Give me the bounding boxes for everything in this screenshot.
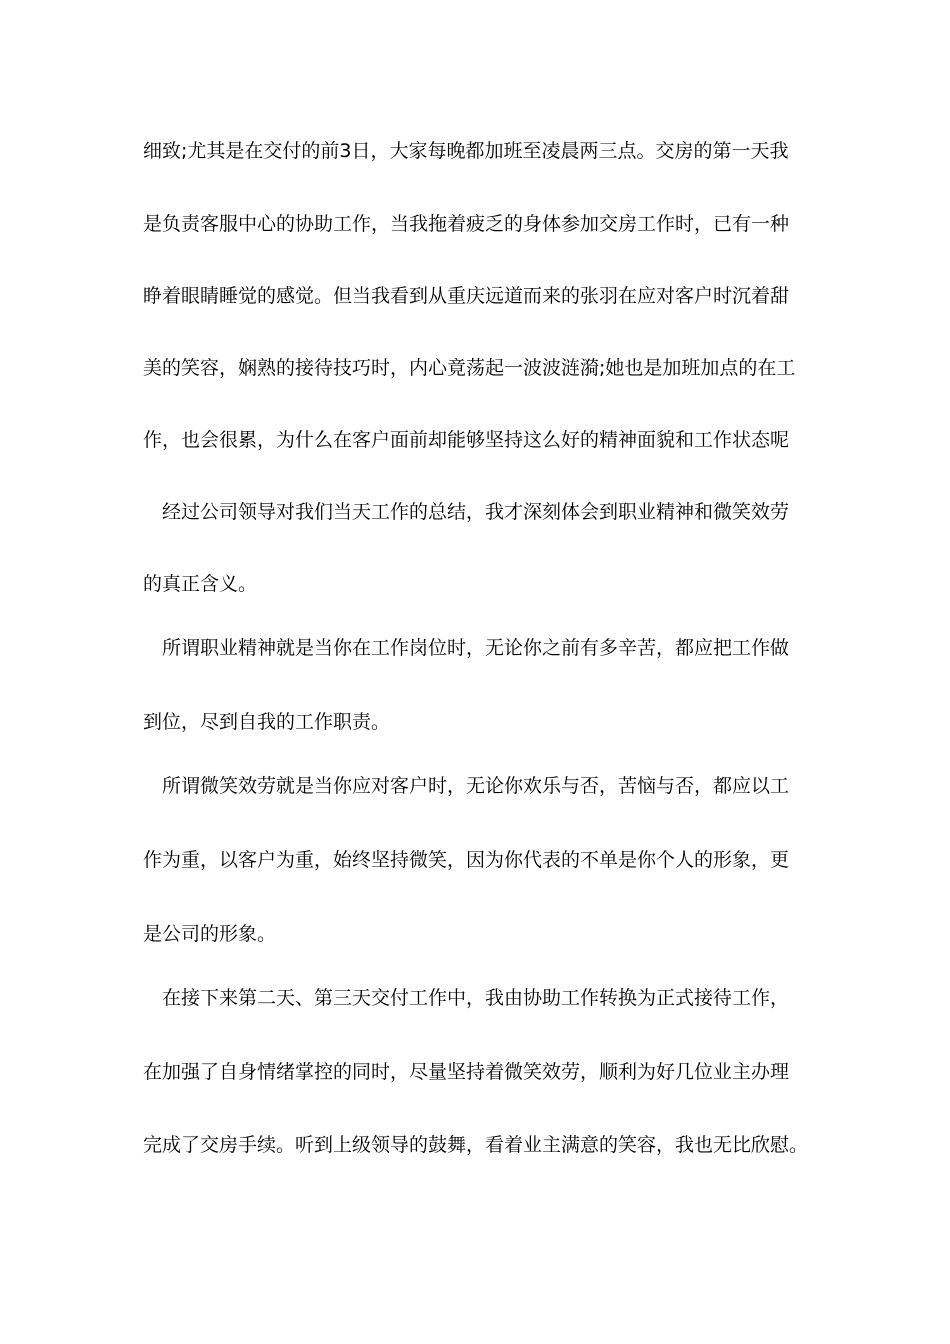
text-line: 是负责客服中心的协助工作，当我拖着疲乏的身体参加交房工作时，已有一种 <box>143 213 790 235</box>
text-line: 完成了交房手续。听到上级领导的鼓舞，看着业主满意的笑容，我也无比欣慰。 <box>143 1134 809 1156</box>
text-line: 的真正含义。 <box>143 573 258 595</box>
text-line: 是公司的形象。 <box>143 923 277 945</box>
text-line: 作，也会很累，为什么在客户面前却能够坚持这么好的精神面貌和工作状态呢 <box>143 429 790 451</box>
text-line: 美的笑容，娴熟的接待技巧时，内心竟荡起一波波涟漪;她也是加班加点的在工 <box>143 357 796 379</box>
text-line: 到位，尽到自我的工作职责。 <box>143 711 391 733</box>
paragraph-start: 在接下来第二天、第三天交付工作中，我由协助工作转换为正式接待工作， <box>143 987 790 1009</box>
paragraph-start: 所谓职业精神就是当你在工作岗位时，无论你之前有多辛苦，都应把工作做 <box>143 637 790 659</box>
text-line: 细致;尤其是在交付的前3日，大家每晚都加班至凌晨两三点。交房的第一天我 <box>143 140 789 162</box>
text-line: 在加强了自身情绪掌控的同时，尽量坚持着微笑效劳，顺利为好几位业主办理 <box>143 1061 790 1083</box>
paragraph-start: 所谓微笑效劳就是当你应对客户时，无论你欢乐与否，苦恼与否，都应以工 <box>143 775 790 797</box>
paragraph-start: 经过公司领导对我们当天工作的总结，我才深刻体会到职业精神和微笑效劳 <box>143 501 790 523</box>
text-line: 睁着眼睛睡觉的感觉。但当我看到从重庆远道而来的张羽在应对客户时沉着甜 <box>143 285 790 307</box>
text-line: 作为重，以客户为重，始终坚持微笑，因为你代表的不单是你个人的形象，更 <box>143 849 790 871</box>
